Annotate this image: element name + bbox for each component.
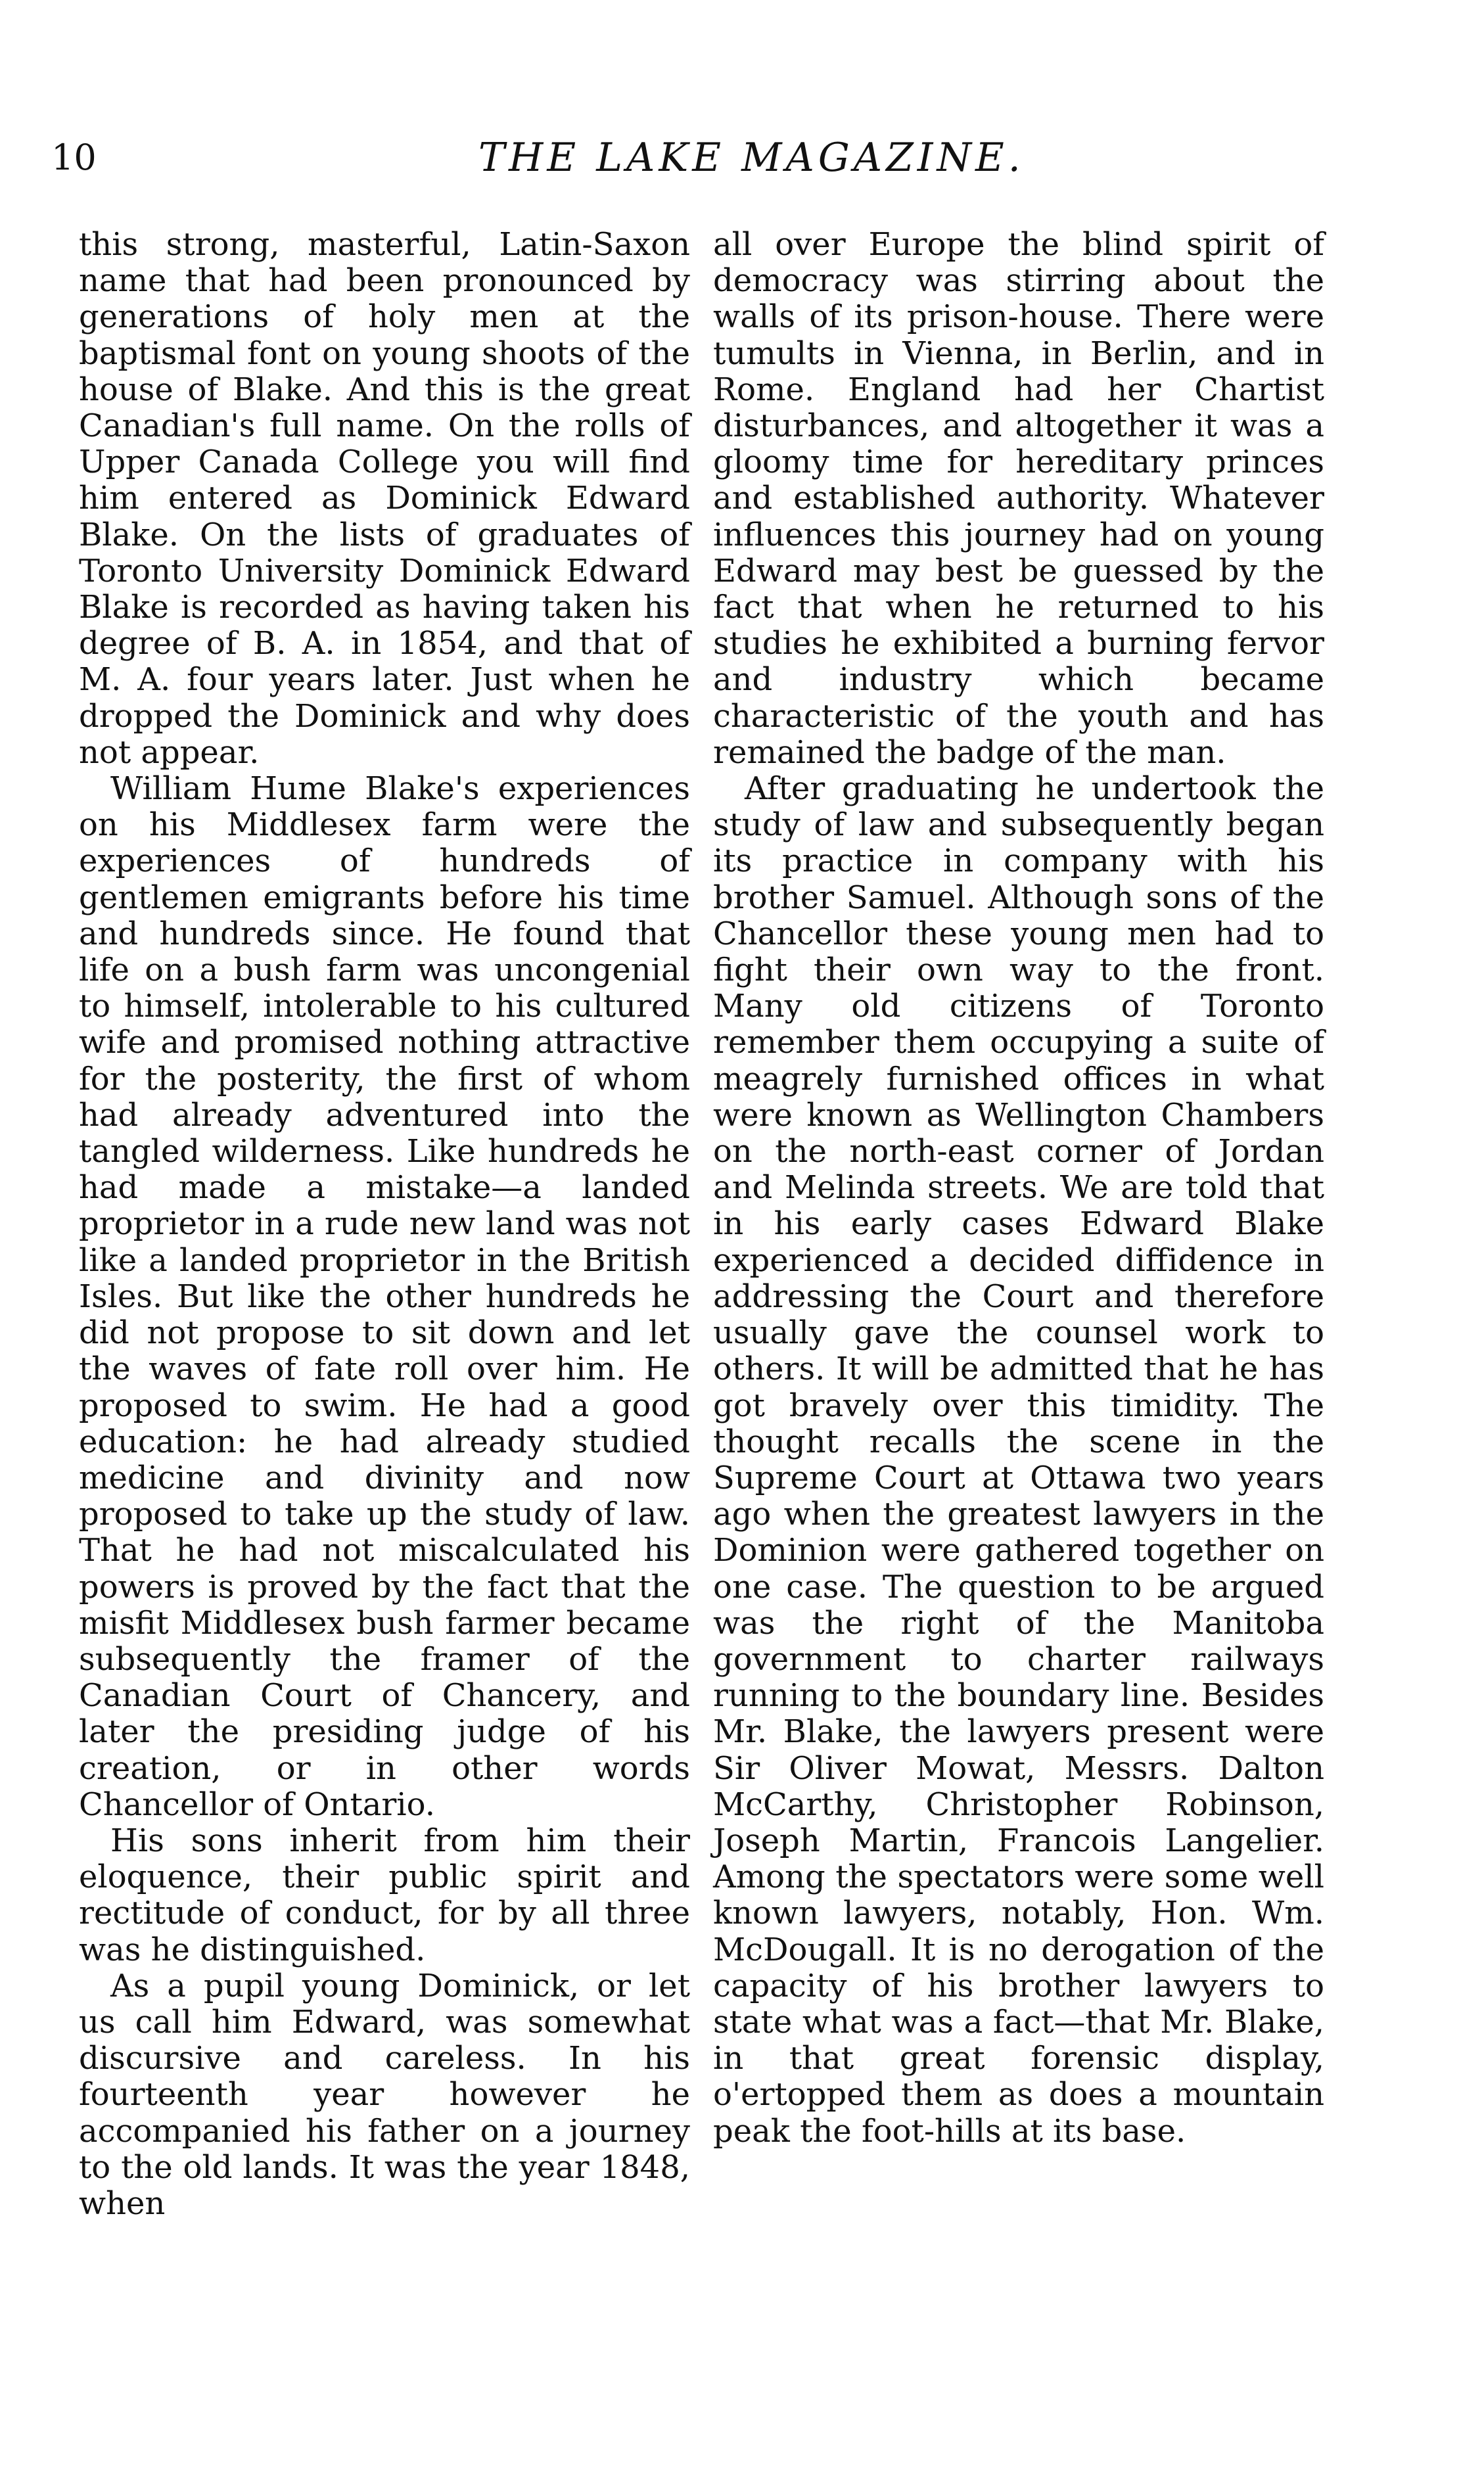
right-column [713,227,1324,2150]
paragraph: His sons inherit from him their eloquence, their public spirit and rectitude of conduct, for by all three was he distinguished. [79,1822,690,1968]
page-number: 10 [51,137,97,178]
paragraph: all over Europe the blind spirit of democracy was stirring about the walls of its prison-house. There were tumults in Vienna, in Berlin, and in Rome. England had her Chartist disturbances, and altogether it was a gloomy time for hereditary princes and established authority. Whatever influences this journey had on young Edward may best be guessed by the fact that when he returned to his studies he exhibited a burning fervor and industry which became characteristic of the youth and has remained the badge of the man. [713,226,1324,771]
running-title: THE LAKE MAGAZINE. [478,135,1025,181]
paragraph: After graduating he undertook the study of law and subsequently began its practice in company with his brother Samuel. Although sons of the Chancellor these young men had to fight their own way to the front. Many old citizens of Toronto remember them occupying a suite of meagrely furnished offices in what were known as Wellington Chambers on the north-east corner of Jordan and Melinda streets. We are told that in his early cases Edward Blake experienced a decided diffidence in addressing the Court and therefore usually gave the counsel work to others. It will be admitted that he has got bravely over this timidity. The thought recalls the scene in the Supreme Court at Ottawa two years ago when the greatest lawyers in the Dominion were gathered together on one case. The question to be argued was the right of the Manitoba government to charter railways running to the boundary line. Besides Mr. Blake, the lawyers present were Sir Oliver Mowat, Messrs. Dalton McCarthy, Christopher Robinson, Joseph Martin, Francois Langelier. Among the spectators were some well known lawyers, notably, Hon. Wm. McDougall. It is no derogation of the capacity of his brother lawyers to state what was a fact—that Mr. Blake, in that great forensic display, o'ertopped them as does a mountain peak the foot-hills at its base. [713,770,1324,2150]
paragraph: this strong, masterful, Latin-Saxon name that had been pronounced by generations of holy men at the baptismal font on young shoots of the house of Blake. And this is the great Canadian's full name. On the rolls of Upper Canada College you will find him entered as Dominick Edward Blake. On the lists of graduates of Toronto University Dominick Edward Blake is recorded as having taken his degree of B. A. in 1854, and that of M. A. four years later. Just when he dropped the Dominick and why does not appear. [79,226,690,771]
left-column [79,227,690,2222]
paragraph: William Hume Blake's experiences on his Middlesex farm were the experiences of hundreds of gentlemen emigrants before his time and hundreds since. He found that life on a bush farm was uncongenial to himself, intolerable to his cultured wife and promised nothing attractive for the posterity, the first of whom had already adventured into the tangled wilderness. Like hundreds he had made a mistake—a landed proprietor in a rude new land was not like a landed proprietor in the British Isles. But like the other hundreds he did not propose to sit down and let the waves of fate roll over him. He proposed to swim. He had a good education: he had already studied medicine and divinity and now proposed to take up the study of law. That he had not miscalculated his powers is proved by the fact that the misfit Middlesex bush farmer became subsequently the framer of the Canadian Court of Chancery, and later the presiding judge of his creation, or in other words Chancellor of Ontario. [79,770,690,1823]
paragraph: As a pupil young Dominick, or let us call him Edward, was somewhat discursive and careless. In his fourteenth year however he accompanied his father on a journey to the old lands. It was the year 1848, when [79,1967,690,2222]
page-header [51,131,1392,191]
